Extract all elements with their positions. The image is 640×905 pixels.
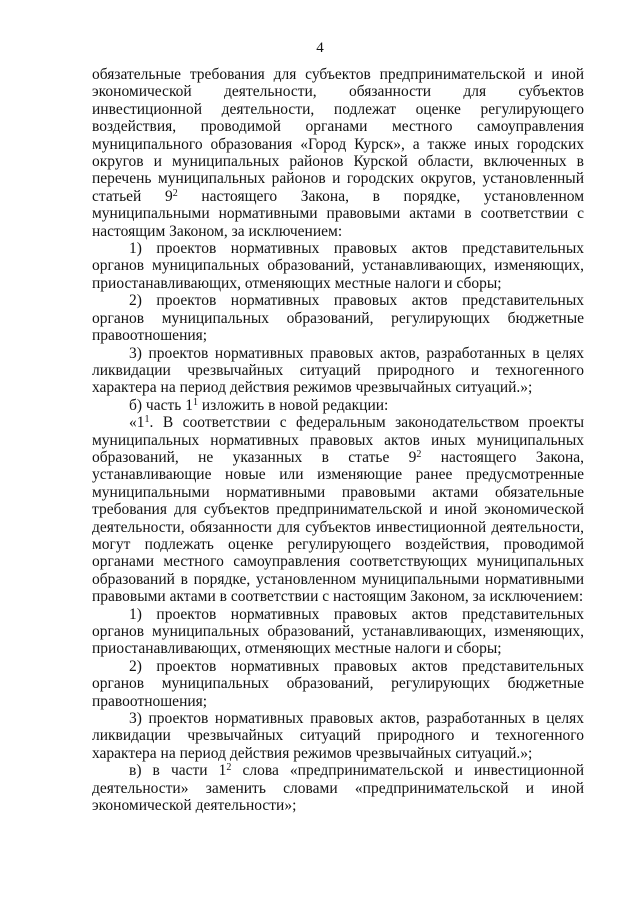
paragraph-new-item-1 [92, 606, 584, 658]
paragraph-subpoint-b [92, 397, 584, 414]
text-segment: 2) проектов нормативных правовых актов представительных органов муниципальных образований, регулирующих бюджетные правоотношения; [92, 292, 584, 345]
paragraph-new-item-3 [92, 710, 584, 762]
paragraph-intro [92, 66, 584, 240]
paragraph-item-2 [92, 292, 584, 344]
text-segment: 1) проектов нормативных правовых актов представительных органов муниципальных образований, устанавливающих, изменяющих, приостанавливающих, отменяющих местные налоги и сборы; [92, 605, 584, 658]
text-segment: настоящего Закона, в порядке, установленном муниципальными нормативными правовыми актами в соответствии с настоящим Законом, за исключением: [92, 187, 584, 240]
text-segment: . В соответствии с федеральным законодательством проекты муниципальных нормативных правовых актов иных муниципальных образований, не указанных в статье 9 [92, 414, 584, 466]
paragraph-subpoint-v [92, 762, 584, 814]
paragraph-new-text-intro [92, 414, 584, 605]
superscript: 2 [172, 187, 178, 199]
page-number: 4 [316, 40, 324, 56]
superscript: 1 [144, 414, 150, 426]
paragraph-item-1 [92, 240, 584, 292]
text-segment: 3) проектов нормативных правовых актов, разработанных в целях ликвидации чрезвычайных ситуаций природного и техногенного характера на период действия режимов чрезвычайных ситуаций.»; [92, 344, 584, 397]
superscript: 2 [226, 762, 232, 774]
superscript: 1 [192, 396, 198, 408]
text-segment: 2) проектов нормативных правовых актов представительных органов муниципальных образований, регулирующих бюджетные правоотношения; [92, 657, 584, 710]
text-segment: б) часть 1 [129, 396, 193, 414]
paragraph-item-3 [92, 345, 584, 397]
text-segment: настоящего Закона, устанавливающие новые или изменяющие ранее предусмотренные муниципальными нормативными правовыми актами обязательные требования для субъектов предпринимательской и иной экономической деятельности, обязанности для субъектов инвестиционной деятельности, могут подлежать оценке регулирующего воздействия, проводимой органами местного самоуправления соответствующих муниципальных образований в порядке, установленном муниципальными нормативными правовыми актами в соответствии с настоящим Законом, за исключением: [92, 448, 584, 606]
document-body [92, 66, 584, 814]
text-segment: изложить в новой редакции: [197, 396, 389, 414]
text-segment: 3) проектов нормативных правовых актов, разработанных в целях ликвидации чрезвычайных ситуаций природного и техногенного характера на период действия режимов чрезвычайных ситуаций.»; [92, 710, 584, 762]
superscript: 2 [416, 448, 422, 460]
text-segment: обязательные требования для субъектов предпринимательской и иной экономической деятельности, обязанности для субъектов инвестиционной деятельности, подлежат оценке регулирующего воздействия, проводимой органами местного самоуправления муниципального образования «Город Курск», а также иных городских округов и муниципальных районов Курской области, включенных в перечень муниципальных районов и городских округов, установленный статьей 9 [92, 66, 584, 205]
paragraph-new-item-2 [92, 658, 584, 710]
text-segment: слова «предпринимательской и инвестиционной деятельности» заменить словами «предпринимательской и иной экономической деятельности»; [92, 762, 584, 815]
text-segment: 1) проектов нормативных правовых актов представительных органов муниципальных образований, устанавливающих, изменяющих, приостанавливающих, отменяющих местные налоги и сборы; [92, 240, 584, 292]
text-segment: в) в части 1 [129, 762, 227, 780]
text-segment: «1 [129, 414, 145, 432]
